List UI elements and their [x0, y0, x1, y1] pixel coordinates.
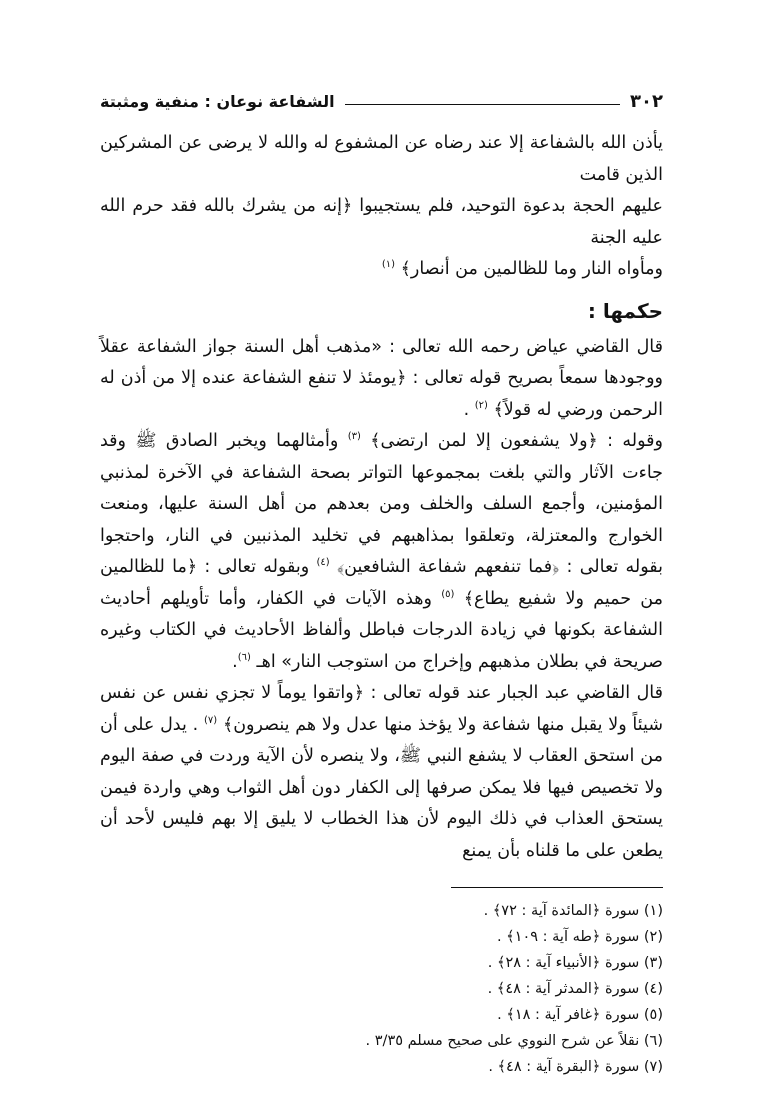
page-number: ٣٠٢	[630, 90, 663, 112]
intro-paragraph	[100, 128, 663, 286]
paragraph-abduljabbar-a: قال القاضي عبد الجبار عند قوله تعالى : ﴿واتقوا يوماً لا تجزي نفس عن نفس شيئاً ولا يقبل منها شفاعة ولا يؤخذ منها عدل ولا هم ينصرون﴾	[100, 683, 663, 735]
paragraph-iyad	[100, 332, 663, 427]
footnote-ref-1: (١)	[381, 259, 396, 271]
paragraph-qawluhu-b: وأمثالهما ويخبر الصادق ﷺ وقد جاءت الآثار والتي بلغت بمجموعها التواتر بصحة الشفاعة في الآخرة لمذنبي المؤمنين، وأجمع السلف والخلف ومن بعدهم من أهل السنة عليها، ومنعت الخوارج والمعتزلة، وتعلقوا بمذاهبهم في تخليد المذنبين في النار، واحتجوا بقوله تعالى : ﴿فما تنفعهم شفاعة الشافعين﴾	[100, 431, 663, 577]
footnote-separator	[451, 887, 663, 888]
paragraph-abduljabbar-b: . يدل على أن من استحق العقاب لا يشفع النبي ﷺ، ولا ينصره لأن الآية وردت في صفة اليوم ولا تخصيص فيها فلا يمكن صرفها إلى الكفار دون أهل الثواب وهي واردة فيمن يستحق العذاب في ذلك اليوم لأن هذا الخطاب لا يليق إلا بهم فليس لأحد أن يطعن على ما قلناه بأن يمنع	[100, 714, 663, 861]
intro-line-3	[100, 254, 663, 286]
footnote-item: (٧) سورة ﴿البقرة آية : ٤٨﴾ .	[488, 1059, 663, 1075]
footnotes-list	[100, 898, 663, 1080]
footnote-item: (١) سورة ﴿المائدة آية : ٧٢﴾ .	[483, 903, 663, 919]
footnote-ref-2: (٢)	[474, 399, 488, 411]
footnote-ref-3: (٣)	[347, 431, 361, 443]
section-heading: حكمها :	[587, 298, 663, 323]
footnote-item: (٢) سورة ﴿طه آية : ١٠٩﴾ .	[496, 929, 663, 945]
footnote-ref-6: (٦)	[237, 651, 251, 663]
paragraph-iyad-end: .	[463, 399, 470, 420]
intro-line-2: عليهم الحجة بدعوة التوحيد، فلم يستجيبوا ﴿إنه من يشرك بالله فقد حرم الله عليه الجنة	[100, 196, 663, 248]
footnote-item: (٣) سورة ﴿الأنبياء آية : ٢٨﴾ .	[487, 955, 663, 971]
paragraph-qawluhu	[100, 426, 663, 678]
header-title: الشفاعة نوعان : منفية ومثبتة	[100, 91, 335, 111]
intro-line-3-text: ومأواه النار وما للظالمين من أنصار﴾	[400, 259, 663, 279]
footnote-item: (٥) سورة ﴿غافر آية : ١٨﴾ .	[497, 1007, 663, 1023]
paragraph-qawluhu-end: .	[232, 651, 238, 672]
footnote-item: (٦) نقلاً عن شرح النووي على صحيح مسلم ٣/٣٥ .	[365, 1033, 663, 1049]
header-rule	[345, 104, 620, 105]
footnote-ref-5: (٥)	[441, 588, 455, 600]
paragraph-iyad-text: قال القاضي عياض رحمه الله تعالى : «مذهب أهل السنة جواز الشفاعة عقلاً ووجودها سمعاً بصريح قوله تعالى : ﴿يومئذ لا تنفع الشفاعة عنده إلا من أذن له الرحمن ورضي له قولاً﴾	[100, 336, 663, 420]
running-header	[100, 88, 663, 114]
intro-line-1: يأذن الله بالشفاعة إلا عند رضاه عن المشفوع له والله لا يرضى عن المشركين الذين قامت	[100, 133, 663, 185]
footnote-item: (٤) سورة ﴿المدثر آية : ٤٨﴾ .	[487, 981, 663, 997]
paragraph-qawluhu-c: وبقوله تعالى : ﴿ما للظالمين من حميم ولا شفيع يطاع﴾	[100, 557, 663, 609]
footnote-ref-4: (٤)	[316, 557, 330, 569]
footnote-ref-7: (٧)	[203, 714, 218, 726]
paragraph-qawluhu-d: وهذه الآيات في الكفار، وأما تأويلهم أحاديث الشفاعة بكونها في زيادة الدرجات فباطل وألفاظ الأحاديث في الكتاب وغيره صريحة في بطلان مذهبهم وإخراج من استوجب النار» اهـ	[100, 588, 663, 672]
paragraph-abduljabbar	[100, 678, 663, 867]
paragraph-qawluhu-a: وقوله : ﴿ولا يشفعون إلا لمن ارتضى﴾	[370, 431, 663, 451]
